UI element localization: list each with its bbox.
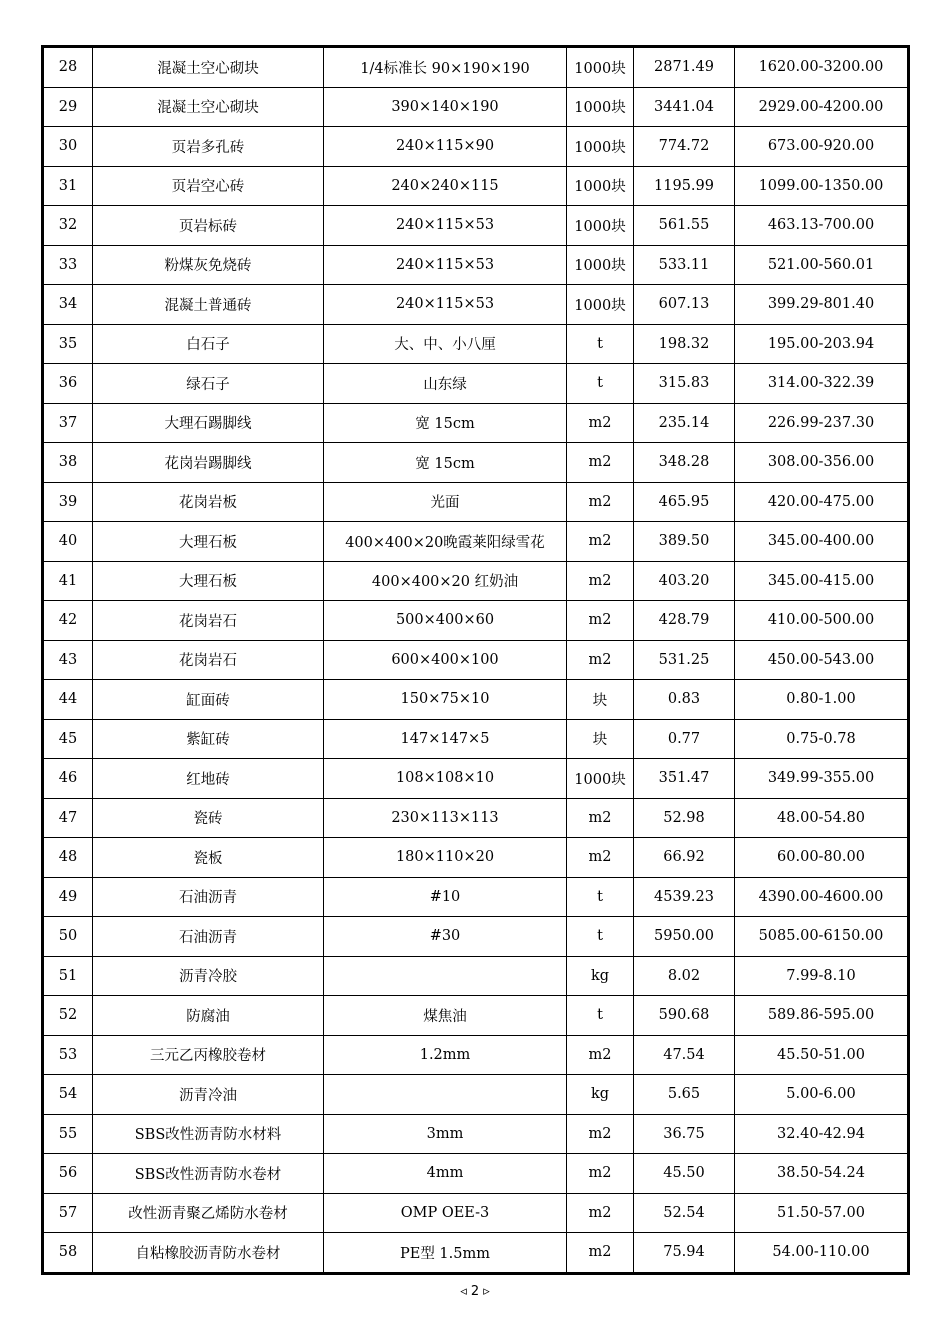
specification-cell: 4mm <box>324 1154 567 1194</box>
table-row <box>43 522 909 562</box>
unit-cell: t <box>567 996 634 1036</box>
average-price-cell: 389.50 <box>634 522 735 562</box>
unit-cell: m2 <box>567 640 634 680</box>
material-name-cell: 大理石踢脚线 <box>93 403 324 443</box>
average-price-cell: 0.83 <box>634 680 735 720</box>
material-name-cell: 缸面砖 <box>93 680 324 720</box>
material-name-cell: 页岩标砖 <box>93 206 324 246</box>
average-price-cell: 198.32 <box>634 324 735 364</box>
average-price-cell: 45.50 <box>634 1154 735 1194</box>
average-price-cell: 590.68 <box>634 996 735 1036</box>
specification-cell: 光面 <box>324 482 567 522</box>
row-number-cell: 29 <box>43 87 93 127</box>
table-row <box>43 324 909 364</box>
material-name-cell: 混凝土空心砌块 <box>93 47 324 88</box>
table-row <box>43 127 909 167</box>
unit-cell: 1000块 <box>567 759 634 799</box>
unit-cell: m2 <box>567 1233 634 1274</box>
table-row <box>43 245 909 285</box>
specification-cell: 150×75×10 <box>324 680 567 720</box>
specification-cell: 宽 15cm <box>324 443 567 483</box>
row-number-cell: 50 <box>43 917 93 957</box>
unit-cell: m2 <box>567 1154 634 1194</box>
material-name-cell: 改性沥青聚乙烯防水卷材 <box>93 1193 324 1233</box>
specification-cell: 400×400×20晚霞莱阳绿雪花 <box>324 522 567 562</box>
specification-cell: #30 <box>324 917 567 957</box>
specification-cell <box>324 956 567 996</box>
average-price-cell: 5.65 <box>634 1075 735 1115</box>
specification-cell: 500×400×60 <box>324 601 567 641</box>
material-name-cell: 红地砖 <box>93 759 324 799</box>
unit-cell: m2 <box>567 561 634 601</box>
average-price-cell: 0.77 <box>634 719 735 759</box>
material-name-cell: 沥青冷胶 <box>93 956 324 996</box>
row-number-cell: 44 <box>43 680 93 720</box>
material-name-cell: 瓷板 <box>93 838 324 878</box>
specification-cell: 240×115×53 <box>324 245 567 285</box>
row-number-cell: 33 <box>43 245 93 285</box>
row-number-cell: 47 <box>43 798 93 838</box>
table-row <box>43 285 909 325</box>
average-price-cell: 52.54 <box>634 1193 735 1233</box>
price-range-cell: 51.50-57.00 <box>735 1193 909 1233</box>
price-range-cell: 349.99-355.00 <box>735 759 909 799</box>
average-price-cell: 1195.99 <box>634 166 735 206</box>
price-range-cell: 38.50-54.24 <box>735 1154 909 1194</box>
price-range-cell: 1099.00-1350.00 <box>735 166 909 206</box>
price-range-cell: 1620.00-3200.00 <box>735 47 909 88</box>
material-name-cell: SBS改性沥青防水卷材 <box>93 1154 324 1194</box>
material-name-cell: 页岩空心砖 <box>93 166 324 206</box>
row-number-cell: 49 <box>43 877 93 917</box>
specification-cell: 煤焦油 <box>324 996 567 1036</box>
specification-cell: 400×400×20 红奶油 <box>324 561 567 601</box>
unit-cell: 1000块 <box>567 166 634 206</box>
material-name-cell: 石油沥青 <box>93 917 324 957</box>
average-price-cell: 465.95 <box>634 482 735 522</box>
price-range-cell: 345.00-400.00 <box>735 522 909 562</box>
price-range-cell: 521.00-560.01 <box>735 245 909 285</box>
row-number-cell: 38 <box>43 443 93 483</box>
table-row <box>43 1233 909 1274</box>
row-number-cell: 43 <box>43 640 93 680</box>
unit-cell: 1000块 <box>567 206 634 246</box>
price-range-cell: 5085.00-6150.00 <box>735 917 909 957</box>
specification-cell: 1/4标准长 90×190×190 <box>324 47 567 88</box>
average-price-cell: 66.92 <box>634 838 735 878</box>
price-range-cell: 226.99-237.30 <box>735 403 909 443</box>
average-price-cell: 36.75 <box>634 1114 735 1154</box>
row-number-cell: 32 <box>43 206 93 246</box>
average-price-cell: 2871.49 <box>634 47 735 88</box>
table-row <box>43 838 909 878</box>
specification-cell: 230×113×113 <box>324 798 567 838</box>
unit-cell: m2 <box>567 601 634 641</box>
table-row <box>43 206 909 246</box>
row-number-cell: 28 <box>43 47 93 88</box>
price-range-cell: 673.00-920.00 <box>735 127 909 167</box>
unit-cell: m2 <box>567 443 634 483</box>
specification-cell: OMP OEE-3 <box>324 1193 567 1233</box>
price-range-cell: 60.00-80.00 <box>735 838 909 878</box>
material-name-cell: 石油沥青 <box>93 877 324 917</box>
row-number-cell: 52 <box>43 996 93 1036</box>
unit-cell: t <box>567 917 634 957</box>
specification-cell <box>324 1075 567 1115</box>
unit-cell: t <box>567 364 634 404</box>
table-row <box>43 759 909 799</box>
material-name-cell: 花岗岩踢脚线 <box>93 443 324 483</box>
unit-cell: 1000块 <box>567 285 634 325</box>
price-range-cell: 308.00-356.00 <box>735 443 909 483</box>
material-name-cell: 自粘橡胶沥青防水卷材 <box>93 1233 324 1274</box>
table-row <box>43 443 909 483</box>
average-price-cell: 774.72 <box>634 127 735 167</box>
table-row <box>43 640 909 680</box>
row-number-cell: 58 <box>43 1233 93 1274</box>
price-range-cell: 5.00-6.00 <box>735 1075 909 1115</box>
table-row <box>43 166 909 206</box>
unit-cell: t <box>567 877 634 917</box>
material-name-cell: 三元乙丙橡胶卷材 <box>93 1035 324 1075</box>
price-range-cell: 314.00-322.39 <box>735 364 909 404</box>
row-number-cell: 36 <box>43 364 93 404</box>
row-number-cell: 51 <box>43 956 93 996</box>
price-range-cell: 0.75-0.78 <box>735 719 909 759</box>
row-number-cell: 34 <box>43 285 93 325</box>
row-number-cell: 31 <box>43 166 93 206</box>
table-row <box>43 403 909 443</box>
unit-cell: 1000块 <box>567 127 634 167</box>
row-number-cell: 56 <box>43 1154 93 1194</box>
specification-cell: 108×108×10 <box>324 759 567 799</box>
unit-cell: m2 <box>567 522 634 562</box>
table-row <box>43 719 909 759</box>
specification-cell: 240×115×53 <box>324 206 567 246</box>
average-price-cell: 75.94 <box>634 1233 735 1274</box>
table-row <box>43 364 909 404</box>
price-range-cell: 450.00-543.00 <box>735 640 909 680</box>
specification-cell: 宽 15cm <box>324 403 567 443</box>
average-price-cell: 3441.04 <box>634 87 735 127</box>
specification-cell: 大、中、小八厘 <box>324 324 567 364</box>
specification-cell: 180×110×20 <box>324 838 567 878</box>
material-name-cell: 紫缸砖 <box>93 719 324 759</box>
price-range-cell: 32.40-42.94 <box>735 1114 909 1154</box>
average-price-cell: 428.79 <box>634 601 735 641</box>
row-number-cell: 35 <box>43 324 93 364</box>
specification-cell: 1.2mm <box>324 1035 567 1075</box>
material-name-cell: 花岗岩板 <box>93 482 324 522</box>
price-range-cell: 4390.00-4600.00 <box>735 877 909 917</box>
material-name-cell: SBS改性沥青防水材料 <box>93 1114 324 1154</box>
row-number-cell: 45 <box>43 719 93 759</box>
average-price-cell: 235.14 <box>634 403 735 443</box>
specification-cell: 240×115×90 <box>324 127 567 167</box>
row-number-cell: 42 <box>43 601 93 641</box>
table-row <box>43 1114 909 1154</box>
average-price-cell: 531.25 <box>634 640 735 680</box>
table-row <box>43 917 909 957</box>
unit-cell: m2 <box>567 798 634 838</box>
table-row <box>43 996 909 1036</box>
row-number-cell: 55 <box>43 1114 93 1154</box>
price-range-cell: 54.00-110.00 <box>735 1233 909 1274</box>
average-price-cell: 315.83 <box>634 364 735 404</box>
unit-cell: m2 <box>567 1035 634 1075</box>
material-name-cell: 页岩多孔砖 <box>93 127 324 167</box>
row-number-cell: 48 <box>43 838 93 878</box>
average-price-cell: 5950.00 <box>634 917 735 957</box>
material-name-cell: 绿石子 <box>93 364 324 404</box>
material-name-cell: 粉煤灰免烧砖 <box>93 245 324 285</box>
specification-cell: 山东绿 <box>324 364 567 404</box>
specification-cell: 147×147×5 <box>324 719 567 759</box>
row-number-cell: 40 <box>43 522 93 562</box>
price-table <box>41 45 910 1275</box>
average-price-cell: 4539.23 <box>634 877 735 917</box>
price-range-cell: 0.80-1.00 <box>735 680 909 720</box>
average-price-cell: 561.55 <box>634 206 735 246</box>
specification-cell: #10 <box>324 877 567 917</box>
row-number-cell: 41 <box>43 561 93 601</box>
table-row <box>43 601 909 641</box>
material-name-cell: 混凝土空心砌块 <box>93 87 324 127</box>
table-row <box>43 561 909 601</box>
average-price-cell: 403.20 <box>634 561 735 601</box>
specification-cell: PE型 1.5mm <box>324 1233 567 1274</box>
price-range-cell: 45.50-51.00 <box>735 1035 909 1075</box>
price-range-cell: 345.00-415.00 <box>735 561 909 601</box>
average-price-cell: 47.54 <box>634 1035 735 1075</box>
price-table-body <box>43 47 909 1274</box>
price-range-cell: 2929.00-4200.00 <box>735 87 909 127</box>
material-name-cell: 大理石板 <box>93 522 324 562</box>
table-row <box>43 680 909 720</box>
page-number: ◃ 2 ▹ <box>460 1284 490 1299</box>
material-name-cell: 大理石板 <box>93 561 324 601</box>
material-name-cell: 防腐油 <box>93 996 324 1036</box>
specification-cell: 240×240×115 <box>324 166 567 206</box>
table-row <box>43 1035 909 1075</box>
unit-cell: kg <box>567 1075 634 1115</box>
unit-cell: m2 <box>567 838 634 878</box>
average-price-cell: 52.98 <box>634 798 735 838</box>
row-number-cell: 30 <box>43 127 93 167</box>
material-name-cell: 花岗岩石 <box>93 601 324 641</box>
material-name-cell: 混凝土普通砖 <box>93 285 324 325</box>
price-range-cell: 420.00-475.00 <box>735 482 909 522</box>
table-row <box>43 798 909 838</box>
table-row <box>43 87 909 127</box>
unit-cell: m2 <box>567 1193 634 1233</box>
specification-cell: 600×400×100 <box>324 640 567 680</box>
table-row <box>43 1154 909 1194</box>
row-number-cell: 37 <box>43 403 93 443</box>
unit-cell: 块 <box>567 719 634 759</box>
average-price-cell: 533.11 <box>634 245 735 285</box>
row-number-cell: 54 <box>43 1075 93 1115</box>
price-range-cell: 195.00-203.94 <box>735 324 909 364</box>
table-row <box>43 482 909 522</box>
unit-cell: m2 <box>567 1114 634 1154</box>
unit-cell: 1000块 <box>567 245 634 285</box>
price-range-cell: 463.13-700.00 <box>735 206 909 246</box>
average-price-cell: 607.13 <box>634 285 735 325</box>
unit-cell: 1000块 <box>567 87 634 127</box>
specification-cell: 3mm <box>324 1114 567 1154</box>
material-name-cell: 花岗岩石 <box>93 640 324 680</box>
price-range-cell: 48.00-54.80 <box>735 798 909 838</box>
row-number-cell: 39 <box>43 482 93 522</box>
price-range-cell: 7.99-8.10 <box>735 956 909 996</box>
table-row <box>43 1193 909 1233</box>
table-row <box>43 877 909 917</box>
material-name-cell: 白石子 <box>93 324 324 364</box>
price-range-cell: 410.00-500.00 <box>735 601 909 641</box>
table-row <box>43 956 909 996</box>
unit-cell: 1000块 <box>567 47 634 88</box>
unit-cell: m2 <box>567 403 634 443</box>
specification-cell: 240×115×53 <box>324 285 567 325</box>
price-range-cell: 589.86-595.00 <box>735 996 909 1036</box>
unit-cell: t <box>567 324 634 364</box>
table-row <box>43 1075 909 1115</box>
average-price-cell: 8.02 <box>634 956 735 996</box>
unit-cell: m2 <box>567 482 634 522</box>
average-price-cell: 348.28 <box>634 443 735 483</box>
row-number-cell: 57 <box>43 1193 93 1233</box>
specification-cell: 390×140×190 <box>324 87 567 127</box>
material-name-cell: 瓷砖 <box>93 798 324 838</box>
material-name-cell: 沥青冷油 <box>93 1075 324 1115</box>
average-price-cell: 351.47 <box>634 759 735 799</box>
unit-cell: 块 <box>567 680 634 720</box>
unit-cell: kg <box>567 956 634 996</box>
table-row <box>43 47 909 88</box>
row-number-cell: 46 <box>43 759 93 799</box>
price-range-cell: 399.29-801.40 <box>735 285 909 325</box>
row-number-cell: 53 <box>43 1035 93 1075</box>
